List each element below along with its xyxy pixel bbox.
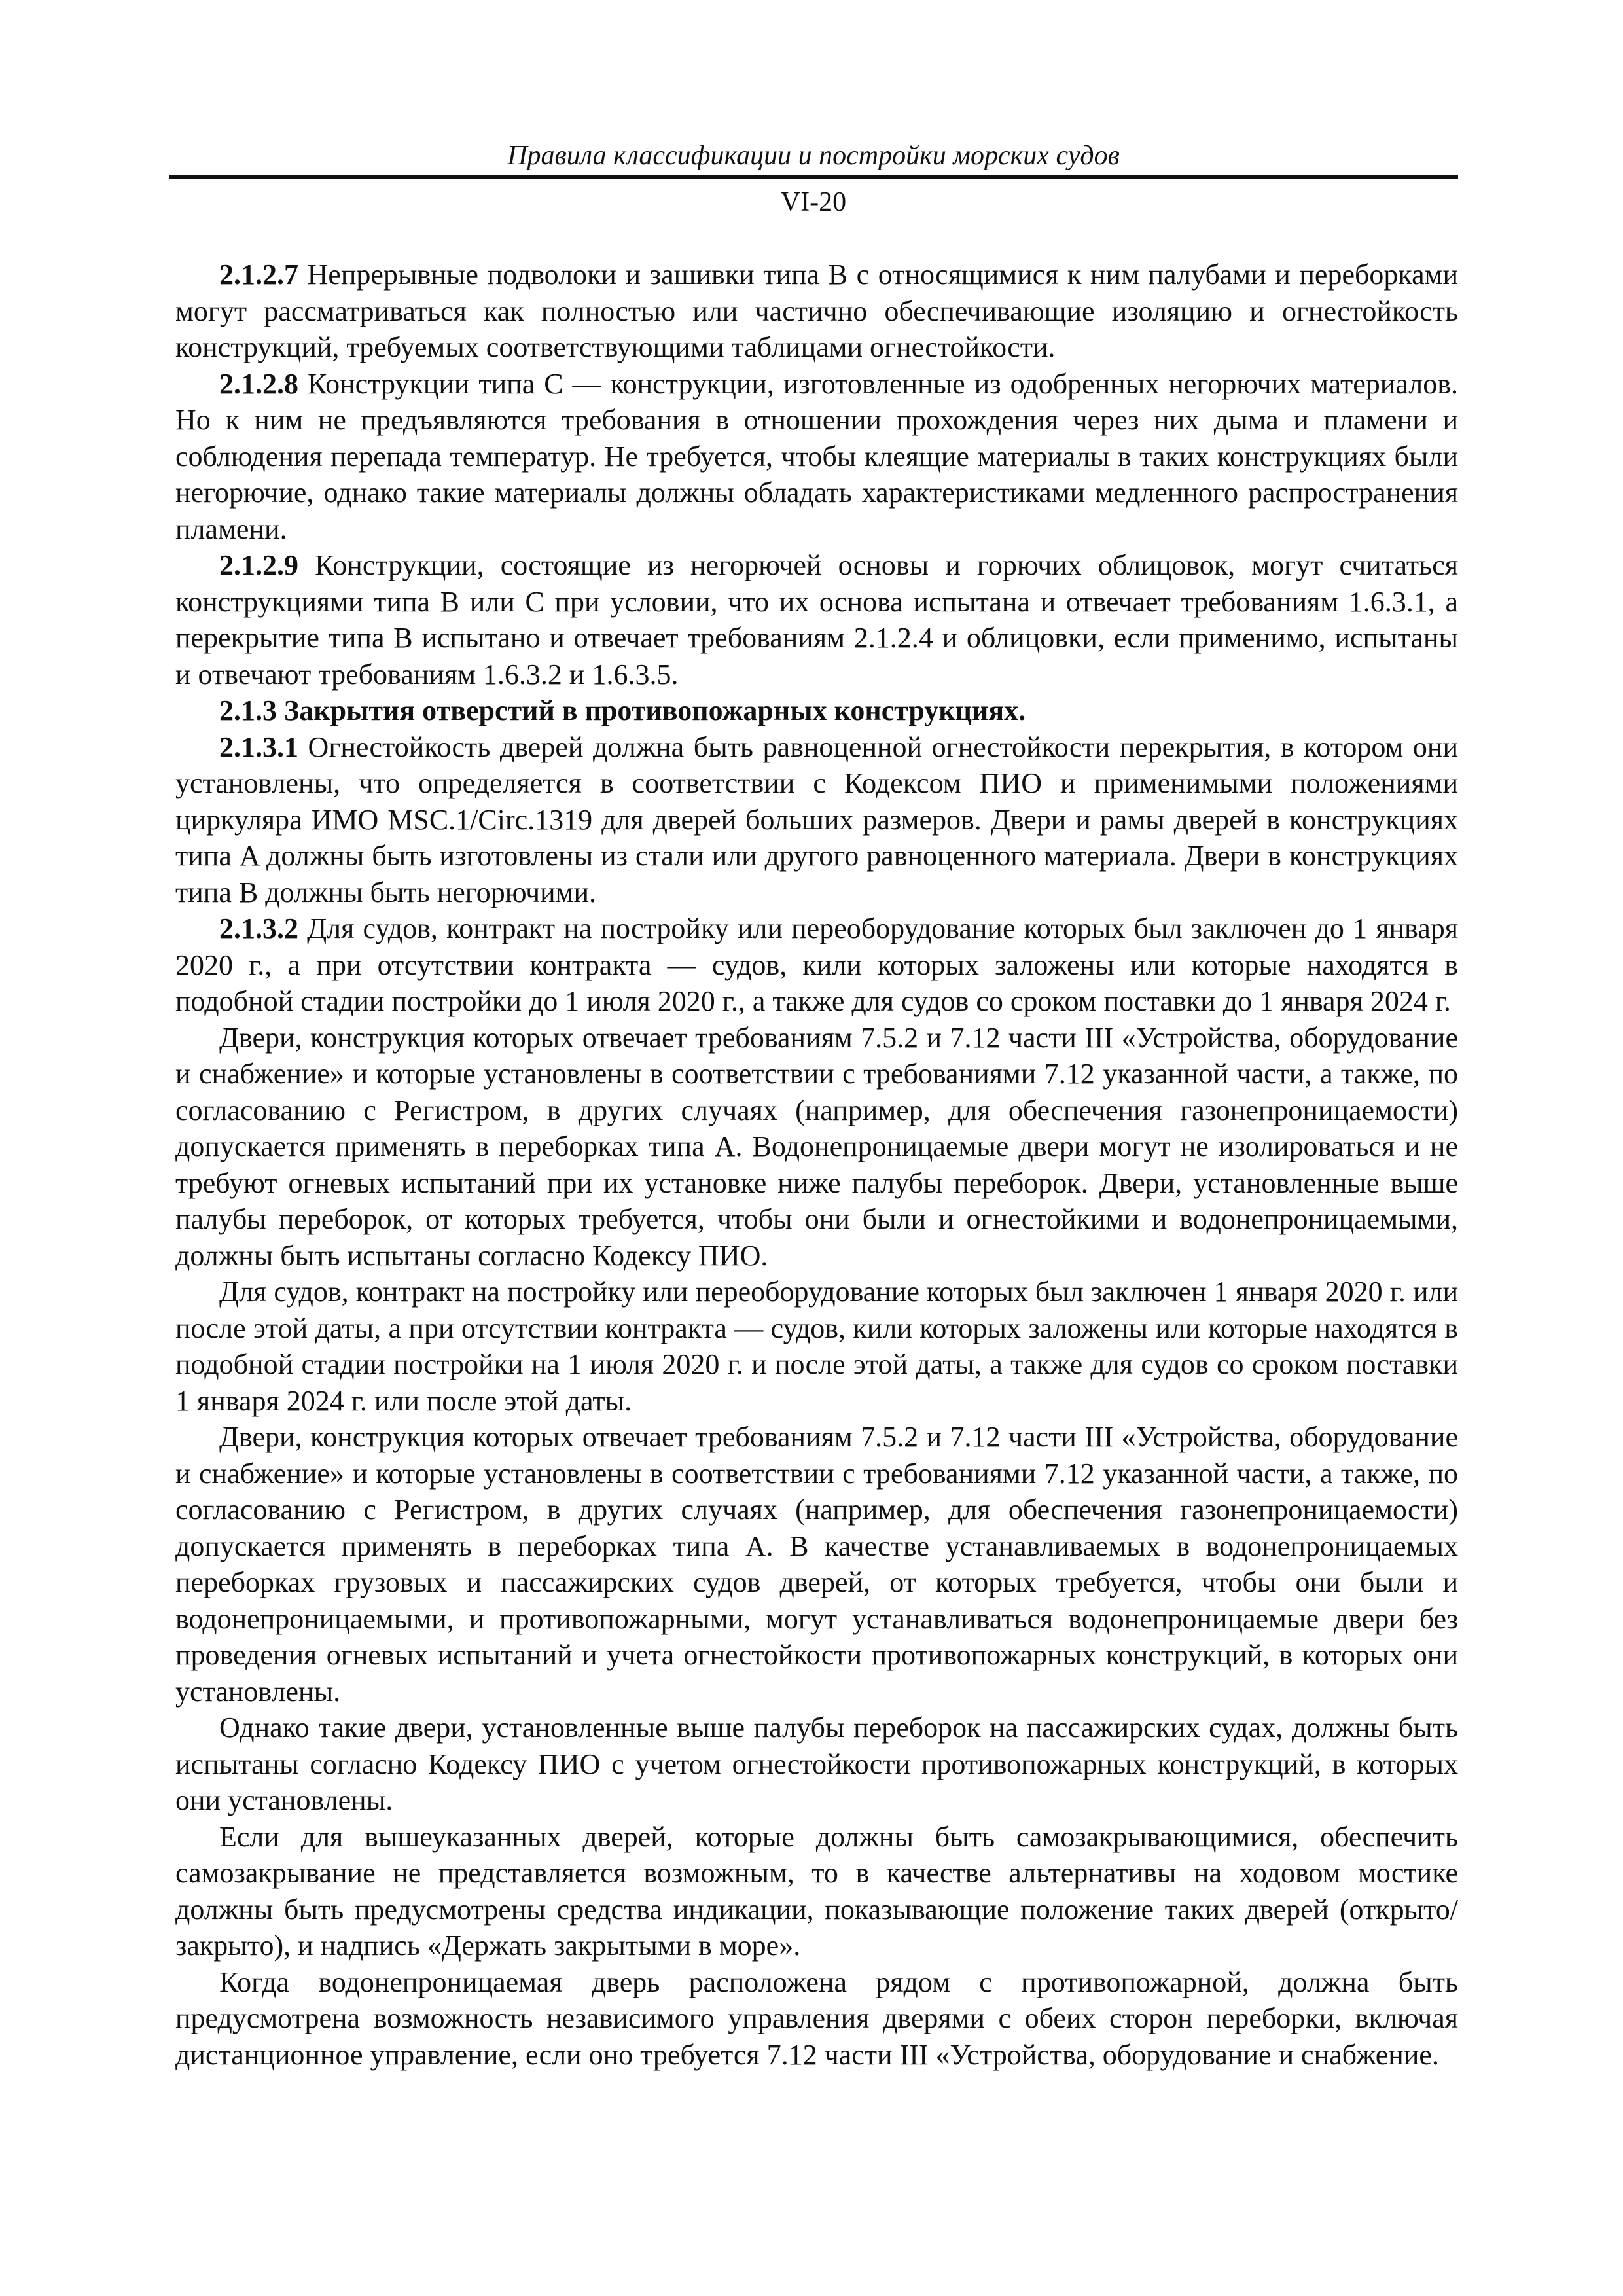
- paragraph-text: Для судов, контракт на постройку или переоборудование которых был заключен до 1 января 2020 г., а при отсутствии контракта — судов, кили которых заложены или которые находятся в подобной стадии постройки до 1 июля 2020 г., а также для судов со сроком поставки до 1 января 2024 г.: [175, 912, 1458, 1017]
- clause-number: 2.1.2.7: [219, 259, 298, 291]
- clause-number: 2.1.3.1: [219, 730, 298, 763]
- paragraph-2-1-2-7: [175, 257, 1458, 366]
- paragraph-text: Огнестойкость дверей должна быть равноценной огнестойкости перекрытия, в котором они установлены, что определяется в соответствии с Кодексом ПИО и применимыми положениями циркуляра ИМО MSC.1/Circ.1319 для дверей больших размеров. Двери и рамы дверей в конструкциях типа A должны быть изготовлены из стали или другого равноценного материала. Двери в конструкциях типа B должны быть негорючими.: [175, 730, 1458, 908]
- paragraph-text: Конструкции типа C — конструкции, изготовленные из одобренных негорючих материалов. Но к ним не предъявляются требования в отношении прохождения через них дыма и пламени и соблюдения перепада температур. Не требуется, чтобы клеящие материалы в таких конструкциях были негорючие, однако такие материалы должны обладать характеристиками медленного распространения пламени.: [175, 367, 1458, 545]
- paragraph-2-1-2-9: [175, 547, 1458, 692]
- clause-number: 2.1.3.2: [219, 912, 298, 944]
- document-title: Правила классификации и постройки морских судов: [507, 141, 1120, 171]
- page-header: [169, 137, 1458, 223]
- clause-number: 2.1.2.9: [219, 549, 298, 581]
- paragraph: Однако такие двери, установленные выше палубы переборок на пассажирских судах, должны быть испытаны согласно Кодексу ПИО с учетом огнестойкости противопожарных конструкций, в которых они установлены.: [175, 1712, 1458, 1816]
- section-heading-2-1-3: [175, 692, 1458, 729]
- paragraph: Двери, конструкция которых отвечает требованиям 7.5.2 и 7.12 части III «Устройства, оборудование и снабжение» и которые установлены в соответствии с требованиями 7.12 указанной части, а также, по согласованию с Регистром, в других случаях (например, для обеспечения газонепроницаемости) допускается применять в переборках типа A. Водонепроницаемые двери могут не изолироваться и не требуют огневых испытаний при их установке ниже палубы переборок. Двери, установленные выше палубы переборок, от которых требуется, чтобы они были и огнестойкими и водонепроницаемыми, должны быть испытаны согласно Кодексу ПИО.: [175, 1021, 1458, 1272]
- clause-number: 2.1.2.8: [219, 367, 298, 400]
- paragraph: Когда водонепроницаемая дверь расположена рядом с противопожарной, должна быть предусмотрена возможность независимого управления дверями с обеих сторон переборки, включая дистанционное управление, если оно требуется 7.12 части III «Устройства, оборудование и снабжение.: [175, 1965, 1458, 2071]
- paragraph: Для судов, контракт на постройку или переоборудование которых был заключен 1 января 2020 г. или после этой даты, а при отсутствии контракта — судов, кили которых заложены или которые находятся в подобной стадии постройки на 1 июля 2020 г. и после этой даты, а также для судов со сроком поставки 1 января 2024 г. или после этой даты.: [175, 1276, 1458, 1417]
- paragraph-text: Непрерывные подволоки и зашивки типа B с относящимися к ним палубами и переборками могут рассматриваться как полностью или частично обеспечивающие изоляцию и огнестойкость конструкций, требуемых соответствующими таблицами огнестойкости.: [175, 259, 1458, 363]
- paragraph-2-1-2-8: [175, 366, 1458, 548]
- paragraph: Если для вышеуказанных дверей, которые должны быть самозакрывающимися, обеспечить самозакрывание не представляется возможным, то в качестве альтернативы на ходовом мостике должны быть предусмотрены средства индикации, показывающие положение таких дверей (открыто/закрыто), и надпись «Держать закрытыми в море».: [175, 1820, 1458, 1962]
- header-divider: [169, 175, 1458, 179]
- paragraph: Двери, конструкция которых отвечает требованиям 7.5.2 и 7.12 части III «Устройства, оборудование и снабжение» и которые установлены в соответствии с требованиями 7.12 указанной части, а также, по согласованию с Регистром, в других случаях (например, для обеспечения газонепроницаемости) допускается применять в переборках типа A. В качестве устанавливаемых в водонепроницаемых переборках грузовых и пассажирских судов дверей, от которых требуется, чтобы они были и водонепроницаемыми, и противопожарными, могут устанавливаться водонепроницаемые двери без проведения огневых испытаний и учета огнестойкости противопожарных конструкций, в которых они установлены.: [175, 1421, 1458, 1708]
- paragraph-text: Конструкции, состоящие из негорючей основы и горючих облицовок, могут считаться конструкциями типа B или C при условии, что их основа испытана и отвечает требованиям 1.6.3.1, а перекрытие типа B испытано и отвечает требованиям 2.1.2.4 и облицовки, если применимо, испытаны и отвечают требованиям 1.6.3.2 и 1.6.3.5.: [175, 549, 1458, 691]
- page-body: [175, 257, 1458, 2073]
- paragraph-2-1-3-2: [175, 910, 1458, 1020]
- section-heading: 2.1.3 Закрытия отверстий в противопожарных конструкциях.: [219, 694, 1026, 726]
- paragraph-2-1-3-1: [175, 729, 1458, 911]
- page-number: VI-20: [780, 187, 847, 217]
